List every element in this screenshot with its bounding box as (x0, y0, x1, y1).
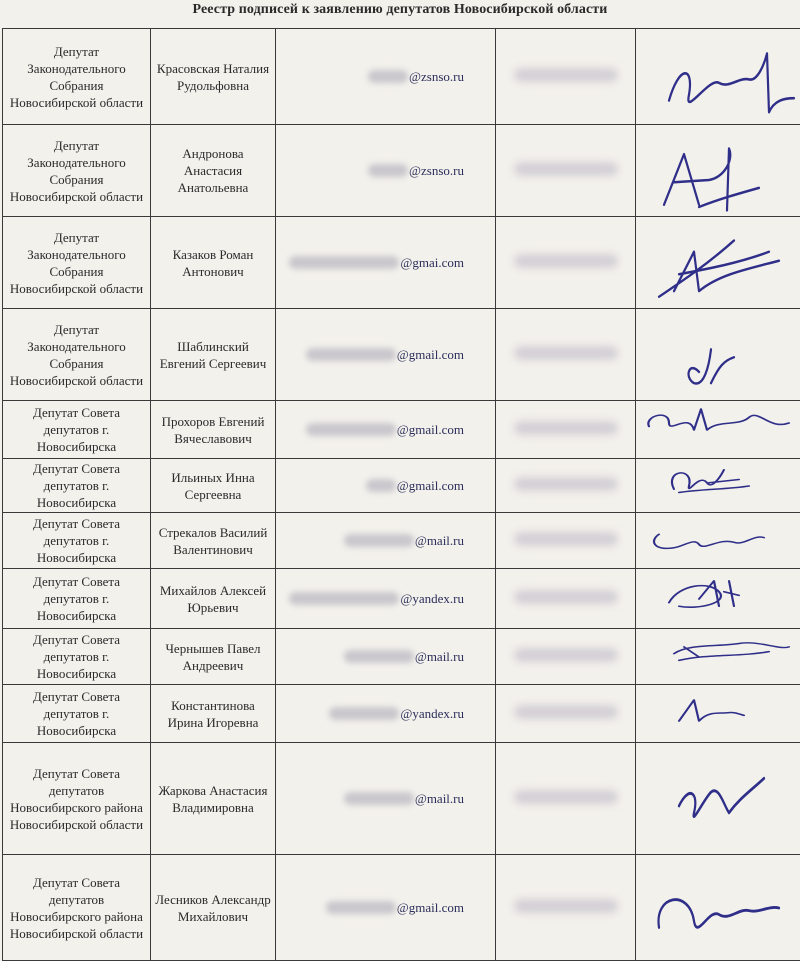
deputy-name: Стрекалов Василий Валентинович (151, 513, 276, 569)
deputy-name: Михайлов Алексей Юрьевич (151, 569, 276, 629)
signature-registry-table (2, 28, 800, 961)
signature-icon (639, 744, 800, 854)
signature-cell (636, 513, 800, 569)
email-domain: @zsnso.ru (409, 68, 464, 85)
deputy-position: Депутат Совета депутатов г. Новосибирска (3, 513, 151, 569)
table-row (3, 29, 800, 125)
phone-redaction (514, 346, 618, 360)
email-cell (276, 401, 496, 459)
table-row (3, 513, 800, 569)
email-cell (276, 125, 496, 217)
signature-cell (636, 29, 800, 125)
table-row (3, 309, 800, 401)
deputy-position: Депутат Законодательного Собрания Новосибирской области (3, 309, 151, 401)
phone-cell (496, 459, 636, 513)
phone-redaction (514, 68, 618, 82)
signature-icon (639, 126, 800, 216)
phone-cell (496, 569, 636, 629)
phone-redaction (514, 790, 618, 804)
signature-cell (636, 569, 800, 629)
phone-redaction (514, 162, 618, 176)
phone-redaction (514, 648, 618, 662)
deputy-position: Депутат Совета депутатов г. Новосибирска (3, 459, 151, 513)
deputy-name: Шаблинский Евгений Сергеевич (151, 309, 276, 401)
signature-icon (639, 218, 800, 308)
table-row (3, 743, 800, 855)
email-domain: @mail.ru (415, 532, 464, 549)
deputy-name: Прохоров Евгений Вячеславович (151, 401, 276, 459)
table-row (3, 629, 800, 685)
email-cell (276, 513, 496, 569)
phone-redaction (514, 899, 618, 913)
signature-icon (639, 30, 800, 124)
email-domain: @gmai.com (400, 254, 464, 271)
page-title: Реестр подписей к заявлению депутатов Новосибирской области (0, 2, 800, 18)
signature-cell (636, 309, 800, 401)
phone-cell (496, 217, 636, 309)
email-cell (276, 29, 496, 125)
email-redaction (306, 348, 396, 361)
deputy-name: Константинова Ирина Игоревна (151, 685, 276, 743)
email-redaction (326, 901, 396, 914)
table-row (3, 217, 800, 309)
email-domain: @yandex.ru (400, 705, 464, 722)
deputy-position: Депутат Совета депутатов г. Новосибирска (3, 401, 151, 459)
phone-cell (496, 685, 636, 743)
email-cell (276, 743, 496, 855)
deputy-position: Депутат Совета депутатов г. Новосибирска (3, 685, 151, 743)
phone-redaction (514, 705, 618, 719)
deputy-name: Жаркова Анастасия Владимировна (151, 743, 276, 855)
email-redaction (344, 534, 414, 547)
email-cell (276, 459, 496, 513)
email-redaction (306, 423, 396, 436)
deputy-name: Ильиных Инна Сергеевна (151, 459, 276, 513)
table-row (3, 459, 800, 513)
email-redaction (344, 792, 414, 805)
signature-cell (636, 629, 800, 685)
deputy-position: Депутат Совета депутатов Новосибирского района Новосибирской области (3, 855, 151, 961)
email-redaction (289, 592, 399, 605)
email-redaction (289, 256, 399, 269)
signature-icon (639, 630, 800, 684)
phone-redaction (514, 254, 618, 268)
signature-cell (636, 685, 800, 743)
table-row (3, 569, 800, 629)
phone-redaction (514, 532, 618, 546)
phone-cell (496, 855, 636, 961)
registry-body (3, 29, 800, 961)
email-redaction (368, 164, 408, 177)
email-domain: @gmail.com (397, 477, 464, 494)
deputy-position: Депутат Совета депутатов Новосибирского района Новосибирской области (3, 743, 151, 855)
email-domain: @zsnso.ru (409, 162, 464, 179)
deputy-position: Депутат Совета депутатов г. Новосибирска (3, 569, 151, 629)
signature-cell (636, 855, 800, 961)
email-cell (276, 629, 496, 685)
email-redaction (366, 479, 396, 492)
table-row (3, 125, 800, 217)
email-cell (276, 217, 496, 309)
phone-redaction (514, 590, 618, 604)
signature-icon (639, 310, 800, 400)
email-cell (276, 569, 496, 629)
table-row (3, 401, 800, 459)
phone-cell (496, 629, 636, 685)
phone-cell (496, 29, 636, 125)
signature-icon (639, 570, 800, 628)
email-domain: @gmail.com (397, 421, 464, 438)
email-cell (276, 685, 496, 743)
deputy-position: Депутат Совета депутатов г. Новосибирска (3, 629, 151, 685)
deputy-name: Красовская Наталия Рудольфовна (151, 29, 276, 125)
signature-icon (639, 856, 800, 960)
phone-cell (496, 309, 636, 401)
signature-cell (636, 217, 800, 309)
phone-cell (496, 125, 636, 217)
email-cell (276, 855, 496, 961)
phone-cell (496, 513, 636, 569)
email-redaction (344, 650, 414, 663)
deputy-name: Лесников Александр Михайлович (151, 855, 276, 961)
deputy-name: Андронова Анастасия Анатольевна (151, 125, 276, 217)
email-domain: @mail.ru (415, 790, 464, 807)
deputy-position: Депутат Законодательного Собрания Новосибирской области (3, 217, 151, 309)
signature-cell (636, 125, 800, 217)
phone-cell (496, 401, 636, 459)
deputy-name: Казаков Роман Антонович (151, 217, 276, 309)
signature-icon (639, 402, 800, 458)
signature-icon (639, 686, 800, 742)
signature-cell (636, 459, 800, 513)
phone-redaction (514, 421, 618, 435)
table-row (3, 855, 800, 961)
signature-cell (636, 401, 800, 459)
table-row (3, 685, 800, 743)
email-domain: @gmail.com (397, 899, 464, 916)
deputy-position: Депутат Законодательного Собрания Новосибирской области (3, 29, 151, 125)
deputy-name: Чернышев Павел Андреевич (151, 629, 276, 685)
email-domain: @yandex.ru (400, 590, 464, 607)
phone-redaction (514, 477, 618, 491)
email-domain: @mail.ru (415, 648, 464, 665)
email-redaction (329, 707, 399, 720)
deputy-position: Депутат Законодательного Собрания Новосибирской области (3, 125, 151, 217)
signature-icon (639, 514, 800, 568)
email-redaction (368, 70, 408, 83)
email-cell (276, 309, 496, 401)
email-domain: @gmail.com (397, 346, 464, 363)
phone-cell (496, 743, 636, 855)
signature-icon (639, 460, 800, 512)
signature-cell (636, 743, 800, 855)
